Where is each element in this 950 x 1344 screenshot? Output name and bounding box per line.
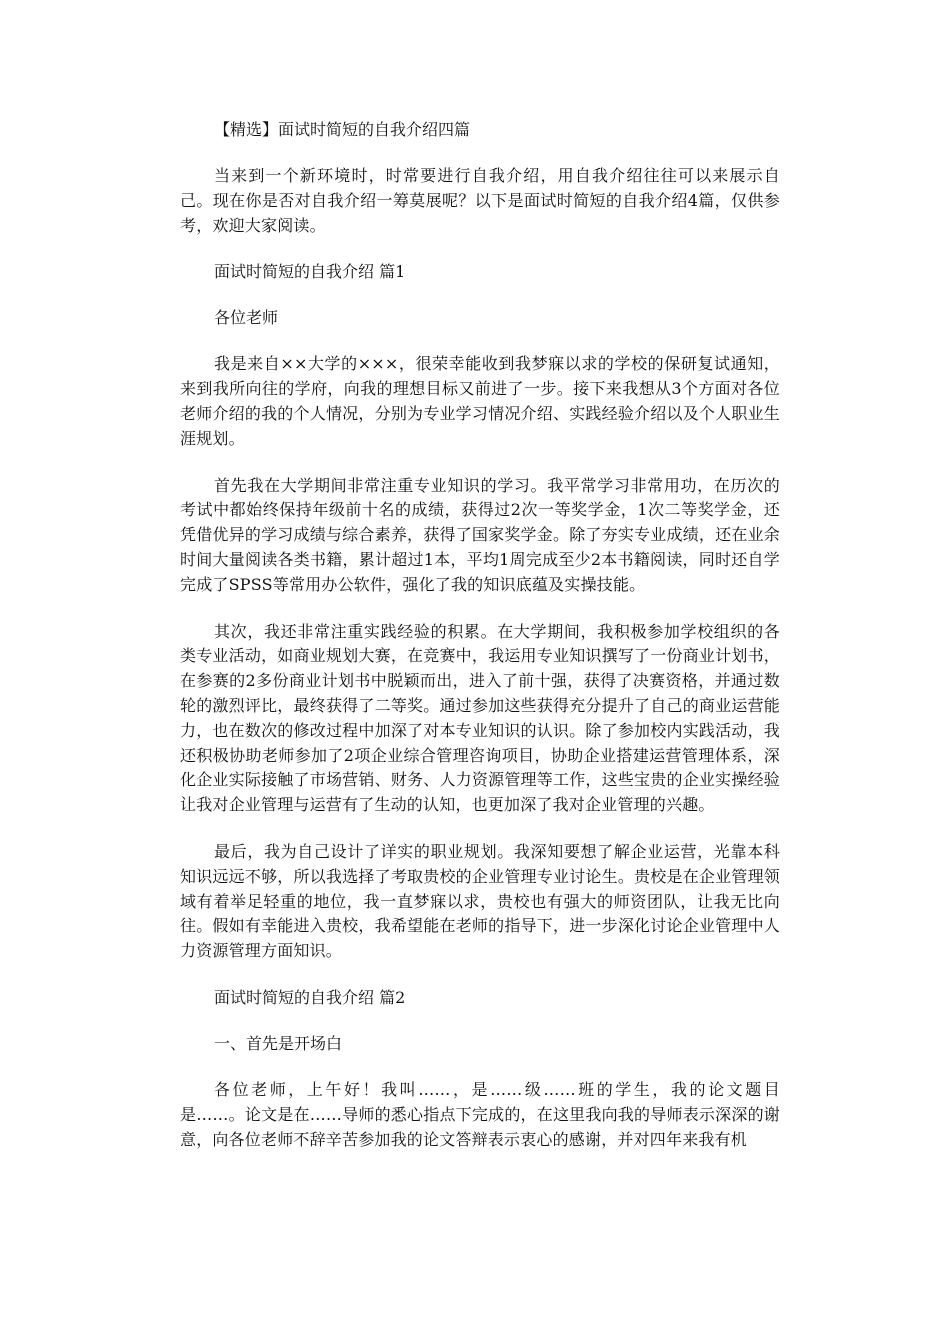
section-1-paragraph: 我是来自××大学的×××，很荣幸能收到我梦寐以求的学校的保研复试通知，来到我所向往的学府，向我的理想目标又前进了一步。接下来我想从3个方面对各位老师介绍的我的个人情况，分别为专业学习情况介绍、实践经验介绍以及个人职业生涯规划。: [180, 354, 780, 448]
section-1-salutation: 各位老师: [214, 308, 279, 328]
document-page: [180, 118, 780, 1174]
document-title: 【精选】面试时简短的自我介绍四篇: [214, 120, 471, 139]
section-1-paragraph: 最后，我为自己设计了详实的职业规划。我深知要想了解企业运营，光靠本科知识远远不够，所以我选择了考取贵校的企业管理专业讨论生。贵校是在企业管理领域有着举足轻重的地位，我一直梦寐以求，贵校也有强大的师资团队，让我无比向往。假如有幸能进入贵校，我希望能在老师的指导下，进一步深化讨论企业管理中人力资源管理方面知识。: [180, 841, 780, 961]
intro-paragraph: 当来到一个新环境时，时常要进行自我介绍，用自我介绍往往可以来展示自己。现在你是否对自我介绍一筹莫展呢？以下是面试时简短的自我介绍4篇，仅供参考，欢迎大家阅读。: [180, 166, 780, 235]
section-1-paragraph: 其次，我还非常注重实践经验的积累。在大学期间，我积极参加学校组织的各类专业活动，如商业规划大赛，在竞赛中，我运用专业知识撰写了一份商业计划书，在参赛的2多份商业计划书中脱颖而出，进入了前十强，获得了决赛资格，并通过数轮的激烈评比，最终获得了二等奖。通过参加这些获得充分提升了自己的商业运营能力，也在数次的修改过程中加深了对本专业知识的认识。除了参加校内实践活动，我还积极协助老师参加了2项企业综合管理咨询项目，协助企业搭建运营管理体系，深化企业实际接触了市场营销、财务、人力资源管理等工作，这些宝贵的企业实操经验让我对企业管理与运营有了生动的认知，也更加深了我对企业管理的兴趣。: [180, 621, 780, 815]
section-1-paragraph: 首先我在大学期间非常注重专业知识的学习。我平常学习非常用功，在历次的考试中都始终保持年级前十名的成绩，获得过2次一等奖学金，1次二等奖学金，还凭借优异的学习成绩与综合素养，获得了国家奖学金。除了夯实专业成绩，还在业余时间大量阅读各类书籍，累计超过1本，平均1周完成至少2本书籍阅读，同时还自学完成了SPSS等常用办公软件，强化了我的知识底蕴及实操技能。: [180, 475, 780, 594]
section-2-paragraph: 各位老师，上午好！我叫……，是……级……班的学生，我的论文题目是……。论文是在……导师的悉心指点下完成的，在这里我向我的导师表示深深的谢意，向各位老师不辞辛苦参加我的论文答辩表示衷心的感谢，并对四年来我有机: [180, 1079, 780, 1149]
section-1-heading: 面试时简短的自我介绍 篇1: [214, 262, 406, 282]
section-2-subheading: 一、首先是开场白: [214, 1033, 343, 1053]
section-2-heading: 面试时简短的自我介绍 篇2: [214, 987, 406, 1007]
